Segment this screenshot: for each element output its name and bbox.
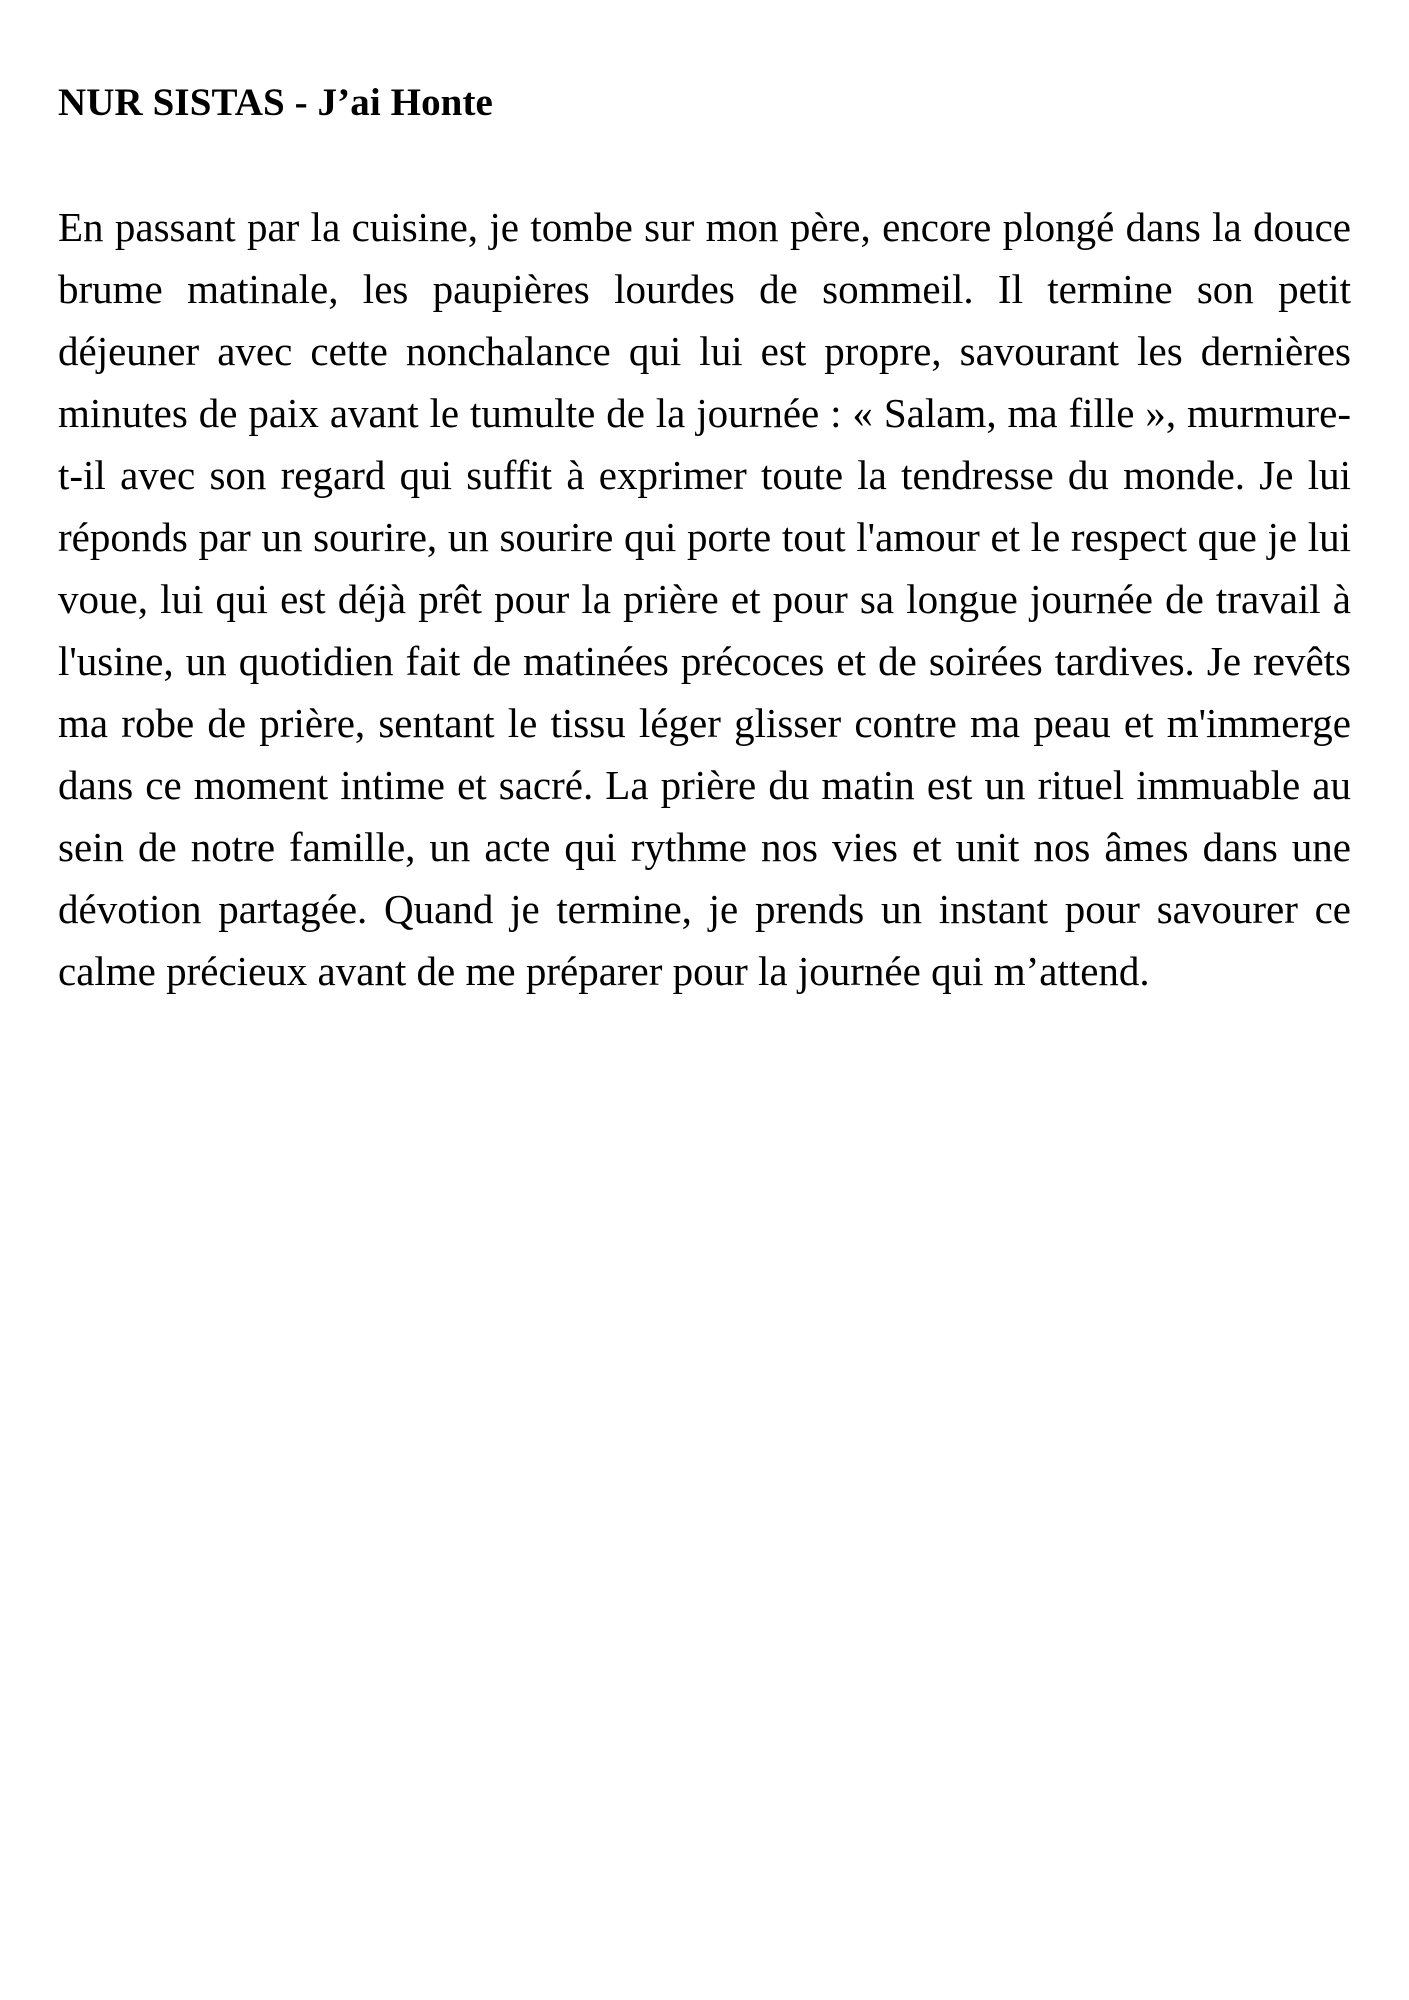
body-paragraph: En passant par la cuisine, je tombe sur mon père, encore plongé dans la douce brume matinale, les paupières lourdes de sommeil. Il termine son petit déjeuner avec cette nonchalance qui lui est propre, savourant les dernières minutes de paix avant le tumulte de la journée : « Salam, ma fille », murmure-t-il avec son regard qui suffit à exprimer toute la tendresse du monde. Je lui réponds par un sourire, un sourire qui porte tout l'amour et le respect que je lui voue, lui qui est déjà prêt pour la prière et pour sa longue journée de travail à l'usine, un quotidien fait de matinées précoces et de soirées tardives. Je revêts ma robe de prière, sentant le tissu léger glisser contre ma peau et m'immerge dans ce moment intime et sacré. La prière du matin est un rituel immuable au sein de notre famille, un acte qui rythme nos vies et unit nos âmes dans une dévotion partagée. Quand je termine, je prends un instant pour savourer ce calme précieux avant de me préparer pour la journée qui m’attend.: [58, 204, 1351, 994]
page-title: NUR SISTAS - J’ai Honte: [58, 81, 493, 124]
